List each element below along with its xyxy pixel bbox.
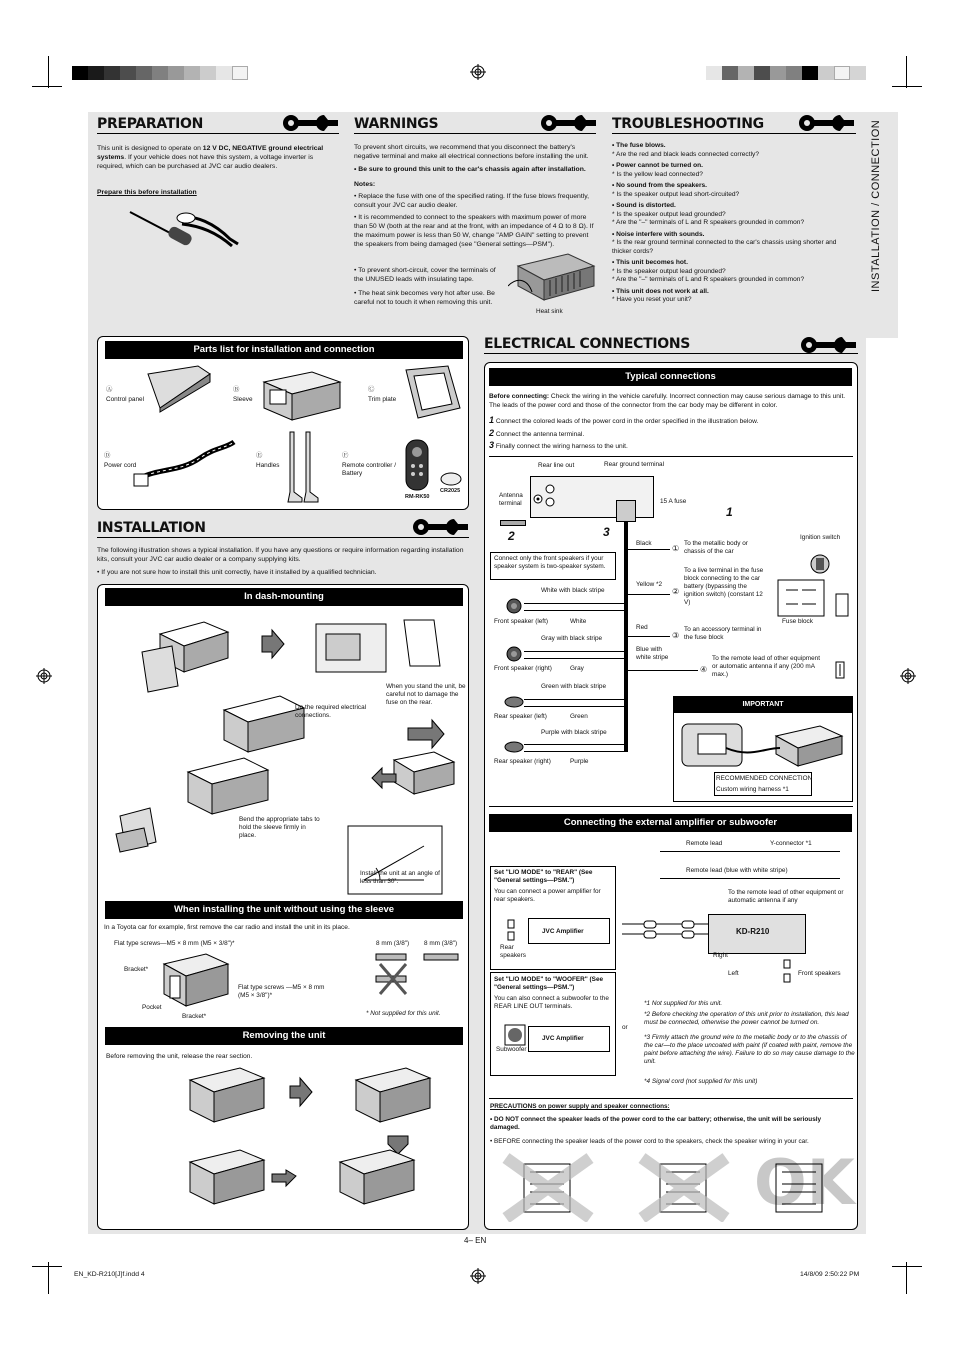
sleeve-illustration [262, 366, 342, 422]
connection-step: 3 Finally connect the wiring harness to the unit. [489, 440, 628, 450]
woofer-mode-title: Set "L/O MODE" to "WOOFER" (See "General settings—PSM.") [494, 976, 604, 991]
part-label-sleeve: Sleeve [233, 396, 253, 403]
speaker-icon [506, 598, 522, 614]
angle-note-label: Install the unit at an angle of less than 30˚. [360, 870, 440, 885]
trouble-answer: * Is the yellow lead connected? [612, 171, 856, 180]
speaker-lead [524, 706, 624, 707]
footnote: *4 Signal cord (not supplied for this unit) [644, 1078, 758, 1085]
stand-unit-label: When you stand the unit, be careful not to damage the fuse on the rear. [386, 683, 466, 706]
step-marker-1: 1 [726, 505, 733, 519]
speaker-icon [506, 646, 522, 662]
remote-lead-line [660, 878, 840, 879]
remote-equipment-icon [834, 660, 848, 680]
recommended-label: RECOMMENDED CONNECTION [716, 775, 813, 782]
screws-illustration [372, 950, 464, 998]
wrench-icon [796, 112, 854, 134]
in-dash-bar: In dash-mounting [105, 588, 463, 606]
remote-lead-line [660, 851, 840, 852]
footnote: *2 Before checking the operation of this unit prior to installation, this lead must be connected, otherwise the power cannot be turned on. [644, 1011, 849, 1026]
installation-title: INSTALLATION [97, 520, 469, 538]
trouble-answer: * Are the "–" terminals of L and R speakers grounded in common? [612, 276, 856, 285]
typical-connections-bar: Typical connections [489, 368, 852, 386]
part-label-power-cord: Power cord [104, 462, 137, 469]
electrical-title: ELECTRICAL CONNECTIONS [484, 336, 858, 354]
remote-blue-label: Remote lead (blue with white stripe) [686, 867, 788, 874]
wire-number: ③ [672, 631, 680, 640]
rca-jacks-icon [544, 482, 556, 510]
power-lead [628, 594, 670, 595]
harness-connector [616, 500, 636, 522]
wire-number: ② [672, 587, 680, 596]
screw-size-2: 8 mm (3/8") [424, 940, 458, 947]
antenna-plug [500, 520, 526, 526]
wrench-icon [538, 112, 596, 134]
wire-color-label: Blue with white stripe [636, 646, 669, 661]
not-supplied-note: * Not supplied for this unit. [366, 1010, 441, 1017]
part-key: Ⓒ [368, 386, 375, 393]
front-only-note: Connect only the front speakers if your speaker system is two-speaker system. [494, 555, 606, 570]
rear-speakers-icon [506, 918, 524, 944]
bracket-label: Bracket* [124, 966, 149, 973]
remote-model-label: RM-RK50 [405, 494, 430, 500]
footnote: *3 Firmly attach the ground wire to the metallic body or to the chassis of the car—to the place uncoated with paint (if coated with paint, remove the paint before attaching the wire). Failure to do so may cause damage to the unit. [644, 1034, 855, 1065]
trouble-question: • Noise interfere with sounds. [612, 231, 856, 240]
antenna-terminal-label: Antenna terminal [499, 492, 523, 507]
ok-label: OK [754, 1146, 855, 1219]
bend-tabs-label: Bend the appropriate tabs to hold the sleeve firmly in place. [239, 816, 320, 839]
speaker-lead [524, 610, 624, 611]
trouble-answer: * Are the "–" terminals of L and R speakers grounded in common? [612, 219, 856, 228]
bracket-installation-illustration [150, 950, 234, 1014]
registration-mark-left [36, 668, 52, 684]
no-sleeve-bar: When installing the unit without using the sleeve [105, 901, 463, 919]
rear-ground-label: Rear ground terminal [604, 461, 665, 468]
part-label-remote: Remote controller / Battery [342, 462, 396, 477]
part-key: Ⓓ [104, 452, 111, 459]
speaker-wire-plain: Purple [570, 758, 589, 765]
wire-number: ④ [700, 665, 708, 674]
wire-color-label: Yellow *2 [636, 581, 663, 588]
trouble-answer: * Is the speaker output lead grounded? [612, 268, 856, 277]
trouble-answer: * Is the speaker output lead grounded? [612, 211, 856, 220]
model-label: KD-R210 [736, 927, 770, 936]
precautions-title: PRECAUTIONS on power supply and speaker connections: [490, 1103, 670, 1110]
part-key: Ⓕ [342, 452, 349, 459]
wire-number: ① [672, 544, 680, 553]
power-lead [628, 549, 670, 550]
speaker-wire-stripe: Green with black stripe [541, 683, 606, 690]
connection-step: 1 Connect the colored leads of the power cord in the order specified in the illustration below. [489, 415, 759, 425]
wrong-wiring-1-illustration [500, 1152, 596, 1222]
speaker-lead [524, 744, 624, 745]
speaker-wire-stripe: Gray with black stripe [541, 635, 603, 642]
connection-step: 2 Connect the antenna terminal. [489, 428, 585, 438]
speaker-lead [524, 651, 624, 652]
preparation-intro: This unit is designed to operate on 12 V DC, NEGATIVE ground electrical systems. If your vehicle does not have this system, a voltage inverter is required, which can be purchased at JVC car audio dealers. [97, 145, 324, 170]
speaker-lead [524, 658, 624, 659]
fuse-block-label: Fuse block [782, 618, 813, 625]
subwoofer-label: Subwoofer [496, 1046, 527, 1053]
trouble-question: • Power cannot be turned on. [612, 162, 856, 171]
removing-bar: Removing the unit [105, 1027, 463, 1045]
fuse-block-icon [770, 576, 854, 626]
rear-mode-title: Set "L/O MODE" to "REAR" (See "General settings—PSM.") [494, 869, 593, 884]
part-key: Ⓔ [256, 452, 263, 459]
wire-color-label: Red [636, 624, 648, 631]
note-short-circuit: • To prevent short-circuit, cover the terminals of the UNUSED leads with insulating tape. [354, 267, 496, 283]
side-tab-notch [866, 312, 898, 340]
registration-mark-top [470, 64, 486, 80]
precaution-bullet: • DO NOT connect the speaker leads of the power cord to the car battery; otherwise, the unit will be seriously damaged. [490, 1116, 822, 1131]
speaker-wire-plain: Gray [570, 665, 584, 672]
control-panel-illustration [144, 364, 214, 414]
speaker-lead [524, 699, 624, 700]
speaker-icon [504, 696, 524, 708]
note-heat-sink: • The heat sink becomes very hot after use. Be careful not to touch it when removing this unit. [354, 290, 495, 306]
screwdriver-pliers-illustration [120, 204, 250, 254]
wrench-icon [410, 516, 468, 538]
heat-sink-label: Heat sink [536, 308, 563, 315]
speaker-name: Front speaker (right) [494, 665, 552, 672]
trouble-answer: * Is the speaker output lead short-circuited? [612, 191, 856, 200]
note-speakers: • It is recommended to connect to the speakers with maximum power of more than 50 W (both at the rear and at the front, with an impedance of 4 Ω to 8 Ω). If the maximum power is less than 50 W, change "AMP GAIN" setting to prevent the speakers from being damaged (see "General settings—PSM"). [354, 214, 594, 248]
speaker-name: Rear speaker (right) [494, 758, 551, 765]
wire-destination: To the metallic body or chassis of the car [684, 540, 748, 555]
or-label: or [622, 1024, 628, 1031]
preparation-title: PREPARATION [97, 116, 339, 134]
speaker-name: Rear speaker (left) [494, 713, 547, 720]
speaker-lead [524, 751, 624, 752]
part-label-trim-plate: Trim plate [368, 396, 397, 403]
registration-mark-bottom [470, 1268, 486, 1284]
jvc-amplifier-label: JVC Amplifier [542, 928, 584, 935]
speaker-wire-plain: Green [570, 713, 588, 720]
wrench-icon [798, 334, 856, 356]
important-heading: IMPORTANT [674, 697, 852, 713]
power-lead [628, 636, 670, 637]
ignition-switch-label: Ignition switch [800, 534, 841, 541]
divider [489, 456, 853, 457]
battery-icon [440, 472, 462, 486]
bracket2-label: Bracket* [182, 1013, 207, 1020]
trouble-answer: * Are the red and black leads connected correctly? [612, 151, 856, 160]
power-lead [628, 670, 698, 671]
rca-signal-cord-icon [620, 918, 710, 942]
wire-color-label: Black [636, 540, 652, 547]
y-connector-label: Y-connector *1 [770, 840, 812, 847]
woofer-mode-text: You can also connect a subwoofer to the REAR LINE OUT terminals. [494, 995, 609, 1010]
rear-mode-text: You can connect a power amplifier for rear speakers. [494, 888, 601, 903]
front-speakers-label: Front speakers [798, 970, 841, 977]
trouble-answer: * Have you reset your unit? [612, 296, 856, 305]
trouble-question: • The fuse blows. [612, 142, 856, 151]
step-marker-3: 3 [603, 525, 610, 539]
wire-destination: To an accessory terminal in the fuse block [684, 626, 762, 641]
rear-speakers-label: Rear speakers [500, 944, 526, 959]
removing-unit-illustrations [160, 1066, 460, 1216]
notes-heading: Notes: [354, 181, 376, 188]
warnings-ground-bullet: • Be sure to ground this unit to the car's chassis again after installation. [354, 166, 586, 173]
flat-screws-side-label: Flat type screws —M5 × 8 mm (M5 × 3/8")* [238, 984, 325, 999]
amplifier-bar: Connecting the external amplifier or subwoofer [489, 814, 852, 832]
wire-destination: To the remote lead of other equipment or automatic antenna if any (200 mA max.) [712, 655, 820, 678]
warnings-title: WARNINGS [354, 116, 596, 134]
removing-text: Before removing the unit, release the rear section. [106, 1053, 253, 1060]
trouble-question: • Sound is distorted. [612, 202, 856, 211]
footnote: *1 Not supplied for this unit. [644, 1000, 723, 1007]
left-label: Left [728, 970, 739, 977]
speaker-wire-plain: White [570, 618, 587, 625]
prepare-heading: Prepare this before installation [97, 189, 197, 196]
remote-controller-illustration [404, 438, 430, 492]
custom-harness-illustration [680, 718, 850, 772]
trouble-answer: * Is the rear ground terminal connected to the car's chassis using shorter and thicker cords? [612, 239, 856, 256]
in-dash-step-illustrations [104, 610, 464, 900]
divider [489, 806, 853, 807]
power-cord-illustration [130, 438, 236, 488]
troubleshooting-list [612, 142, 856, 305]
before-connecting-text: Before connecting: Check the wiring in the vehicle carefully. Incorrect connection may cause serious damage to this unit. The leads of the power cord and those of the connector from the car body may be different in color. [489, 393, 846, 409]
installation-intro: The following illustration shows a typical installation. If you have any questions or require information regarding installation kits, consult your JVC car audio dealer or a company supplying kits. [97, 547, 464, 563]
harness-wire [624, 522, 628, 752]
trouble-question: • No sound from the speakers. [612, 182, 856, 191]
trouble-question: • This unit becomes hot. [612, 259, 856, 268]
front-speakers-icon [782, 956, 798, 986]
jvc-amplifier-label: JVC Amplifier [542, 1035, 584, 1042]
speaker-lead [524, 603, 624, 604]
wrong-wiring-2-illustration [636, 1152, 732, 1222]
parts-list-bar: Parts list for installation and connection [105, 341, 463, 359]
side-tab-label: INSTALLATION / CONNECTION [870, 119, 882, 292]
screw-size-1: 8 mm (3/8") [376, 940, 410, 947]
speaker-icon [504, 741, 524, 753]
page-number: 4– EN [464, 1236, 487, 1245]
toyota-text: In a Toyota car for example, first remove the car radio and install the unit in its place. [104, 924, 350, 931]
speaker-wire-stripe: White with black stripe [541, 587, 605, 594]
note-fuse: • Replace the fuse with one of the specified rating. If the fuse blows frequently, consult your JVC car audio dealer. [354, 193, 590, 209]
part-label-handles: Handles [256, 462, 280, 469]
speaker-name: Front speaker (left) [494, 618, 548, 625]
heat-sink-illustration [508, 246, 596, 304]
step-marker-2: 2 [508, 529, 515, 543]
right-label: Right [713, 952, 728, 959]
part-key: Ⓐ [106, 386, 113, 393]
troubleshooting-title: TROUBLESHOOTING [612, 116, 856, 134]
antenna-jack-icon [533, 494, 543, 504]
trouble-question: • This unit does not work at all. [612, 288, 856, 297]
part-label-control-panel: Control panel [106, 396, 145, 403]
file-name: EN_KD-R210[J]f.indd 4 [74, 1271, 145, 1278]
divider [489, 1098, 853, 1099]
speaker-wire-stripe: Purple with black stripe [541, 729, 607, 736]
wire-destination: To a live terminal in the fuse block connecting to the car battery (bypassing the ignition switch) (constant 12 V) [684, 567, 764, 606]
ignition-key-icon [806, 552, 836, 578]
remote-other-label: To the remote lead of other equipment or automatic antenna if any [728, 889, 844, 904]
print-date: 14/8/09 2:50:22 PM [800, 1271, 860, 1278]
trim-plate-illustration [402, 364, 464, 422]
registration-mark-right [900, 668, 916, 684]
fuse-label: 15 A fuse [660, 498, 687, 505]
part-key: Ⓑ [233, 386, 240, 393]
rear-line-out-label: Rear line out [538, 462, 575, 469]
remote-lead-label: Remote lead [686, 840, 723, 847]
flat-screws-top-label: Flat type screws—M5 × 8 mm (M5 × 3/8")* [114, 940, 235, 947]
installation-bullet: • If you are not sure how to install this unit correctly, have it installed by a qualified technician. [97, 569, 377, 576]
handles-illustration [284, 430, 320, 504]
required-connections-label: Do the required electrical connections. [295, 704, 367, 719]
correct-wiring-illustration [770, 1160, 836, 1216]
battery-model-label: CR2025 [440, 488, 461, 494]
precaution-bullet: • BEFORE connecting the speaker leads of the power cord to the speakers, check the speaker wiring in your car. [490, 1138, 809, 1145]
subwoofer-icon [504, 1024, 526, 1046]
custom-harness-label: Custom wiring harness *1 [716, 786, 789, 793]
warnings-intro: To prevent short circuits, we recommend that you disconnect the battery's negative terminal and make all electrical connections before installing the unit. [354, 144, 589, 160]
wrench-icon [280, 112, 338, 134]
pocket-label: Pocket [142, 1004, 162, 1011]
